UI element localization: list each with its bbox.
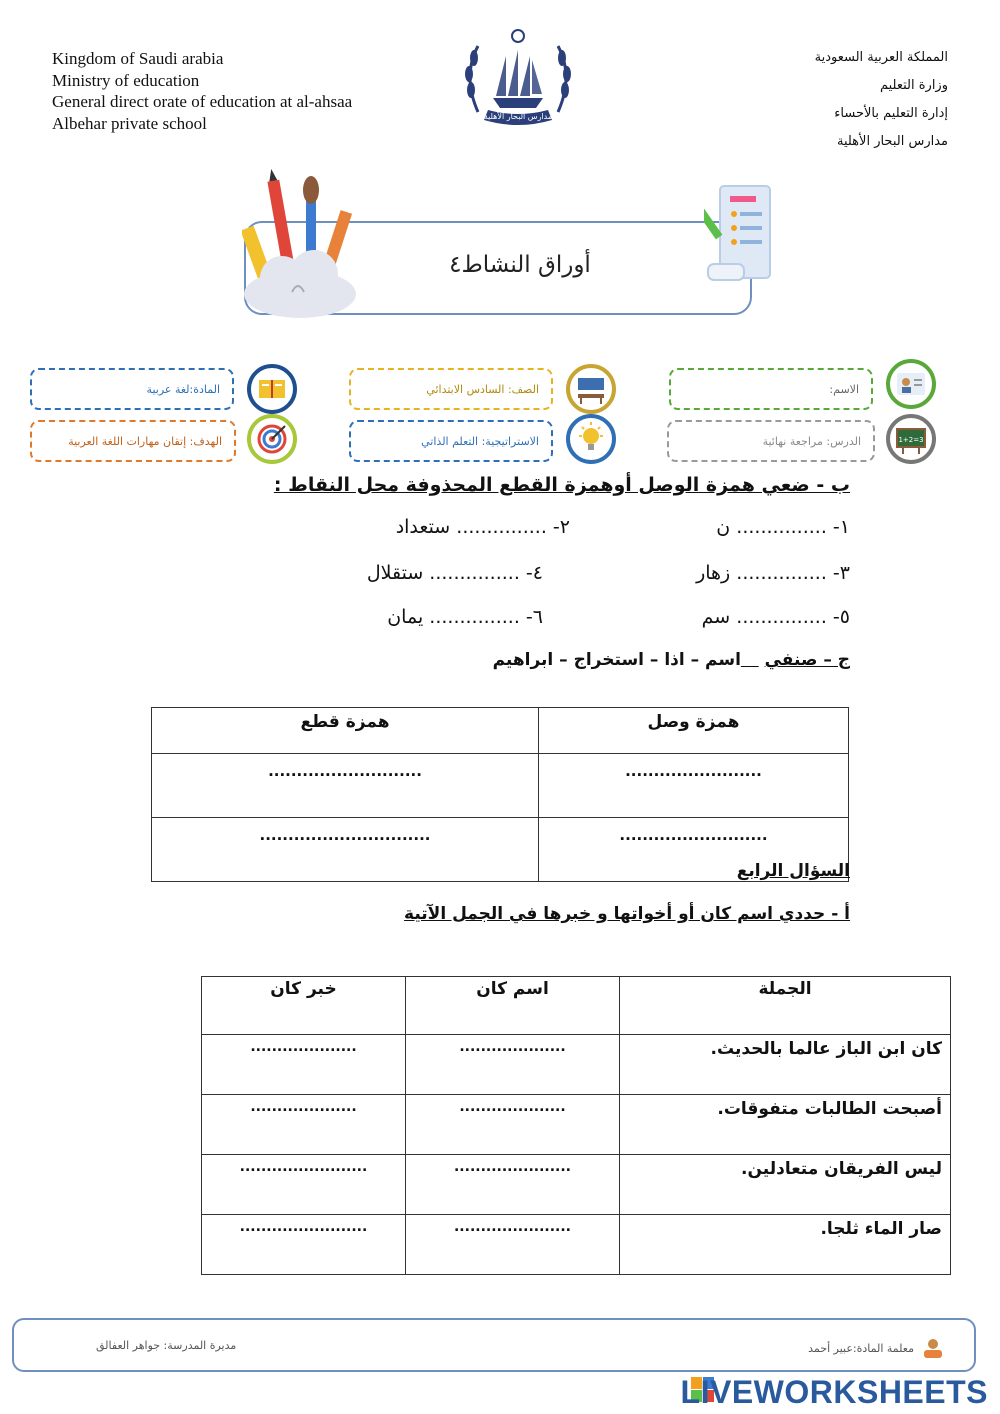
item-num: ٢- <box>552 516 570 538</box>
item-text: زهار <box>696 562 731 584</box>
name-field[interactable] <box>669 368 873 410</box>
pencils-cloud-icon <box>242 166 358 320</box>
english-line: Albehar private school <box>52 113 207 133</box>
english-header <box>52 48 352 134</box>
target-icon <box>247 414 297 464</box>
subject-box <box>30 368 234 410</box>
grade-box <box>349 368 553 410</box>
hamza-table <box>151 707 849 882</box>
q4-heading: أ - حددي اسم كان أو أخواتها و خبرها في الجمل الآتية <box>404 904 850 924</box>
item-4 <box>367 562 543 584</box>
col-header: الجملة <box>620 977 951 1035</box>
arabic-line: وزارة التعليم <box>879 78 948 93</box>
item-text: يمان <box>387 606 424 628</box>
checklist-icon <box>704 184 774 284</box>
answer-cell[interactable]: .......................... <box>539 818 849 882</box>
ism-cell[interactable]: ...................... <box>406 1215 620 1275</box>
teacher-name: معلمة المادة:عبير أحمد <box>808 1342 914 1355</box>
item-blank[interactable]: ............... <box>429 562 520 584</box>
item-blank[interactable]: ............... <box>736 562 827 584</box>
lesson-label: الدرس: مراجعة نهائية <box>762 434 861 448</box>
section-c-label: ج – صنفي <box>764 650 850 670</box>
answer-cell[interactable]: ........................... <box>152 754 539 818</box>
khabar-cell[interactable]: .................... <box>202 1095 406 1155</box>
goal-box <box>30 420 236 462</box>
item-2 <box>396 516 570 538</box>
q4-title: السؤال الرابع <box>736 861 850 881</box>
english-line: Kingdom of Saudi arabia <box>52 49 224 68</box>
blackboard-icon <box>886 414 936 464</box>
section-b-heading: ب - ضعي همزة الوصل أوهمزة القطع المحذوفة محل النقاط : <box>273 474 850 496</box>
svg-text:1+2=3: 1+2=3 <box>898 436 924 444</box>
item-num: ٣- <box>832 562 850 584</box>
item-5 <box>702 606 850 628</box>
sentence-cell: صار الماء ثلجا. <box>620 1215 951 1275</box>
sentence-cell: أصبحت الطالبات متفوقات. <box>620 1095 951 1155</box>
ism-cell[interactable]: .................... <box>406 1095 620 1155</box>
sentence-cell: كان ابن الباز عالما بالحديث. <box>620 1035 951 1095</box>
answer-cell[interactable]: ........................ <box>539 754 849 818</box>
english-line: Ministry of education <box>52 70 200 90</box>
arabic-header <box>815 44 948 156</box>
arabic-line: إدارة التعليم بالأحساء <box>834 106 948 121</box>
ism-cell[interactable]: ...................... <box>406 1155 620 1215</box>
goal-label: الهدف: إتقان مهارات اللغة العربية <box>68 434 222 448</box>
col-header: همزة وصل <box>539 708 849 754</box>
answer-cell[interactable]: .............................. <box>152 818 539 882</box>
arabic-line: مدارس البحار الأهلية <box>836 134 948 149</box>
lesson-box <box>667 420 875 462</box>
item-blank[interactable]: ............... <box>736 606 827 628</box>
item-num: ١- <box>832 516 850 538</box>
school-logo <box>448 26 588 136</box>
strategy-box <box>349 420 553 462</box>
strategy-label: الاستراتيجية: التعلم الذاتي <box>421 434 539 448</box>
sentence-cell: ليس الفريقان متعادلين. <box>620 1155 951 1215</box>
ism-cell[interactable]: .................... <box>406 1035 620 1095</box>
item-blank[interactable]: ............... <box>736 516 827 538</box>
item-blank[interactable]: ............... <box>456 516 547 538</box>
name-label: الاسم: <box>829 382 859 396</box>
section-c-heading <box>493 650 850 670</box>
english-line: General direct orate of education at al-ahsaa <box>52 92 353 111</box>
grade-label: الصف: السادس الابتدائي <box>426 382 539 396</box>
kana-table <box>201 976 951 1275</box>
lightbulb-icon <box>566 414 616 464</box>
subject-label: المادة:لغة عربية <box>146 382 220 396</box>
item-text: سم <box>701 606 731 628</box>
col-header: خبر كان <box>202 977 406 1035</box>
teacher-icon <box>920 1336 946 1360</box>
principal-name: مديرة المدرسة: جواهر العفالق <box>96 1339 237 1352</box>
section-c-words: اسم – اذا – استخراج – ابراهيم <box>492 650 741 670</box>
col-header: همزة قطع <box>152 708 539 754</box>
liveworksheets-brand[interactable]: LIVEWORKSHEETS <box>680 1374 988 1410</box>
col-header: اسم كان <box>406 977 620 1035</box>
item-blank[interactable]: ............... <box>429 606 520 628</box>
item-1 <box>716 516 850 538</box>
page-title: أوراق النشاط٤ <box>449 252 591 278</box>
item-text: ستقلال <box>366 562 424 584</box>
student-card-icon <box>886 359 936 409</box>
logo-caption: مدارس البحار الأهلية <box>483 112 553 121</box>
classroom-icon <box>566 364 616 414</box>
item-num: ٥- <box>832 606 850 628</box>
item-3 <box>696 562 850 584</box>
khabar-cell[interactable]: ........................ <box>202 1155 406 1215</box>
item-6 <box>387 606 543 628</box>
khabar-cell[interactable]: .................... <box>202 1035 406 1095</box>
item-text: ن <box>716 516 731 538</box>
item-text: ستعداد <box>395 516 451 538</box>
arabic-line: المملكة العربية السعودية <box>814 50 948 65</box>
item-num: ٦- <box>525 606 543 628</box>
item-num: ٤- <box>525 562 543 584</box>
book-icon <box>247 364 297 414</box>
khabar-cell[interactable]: ........................ <box>202 1215 406 1275</box>
